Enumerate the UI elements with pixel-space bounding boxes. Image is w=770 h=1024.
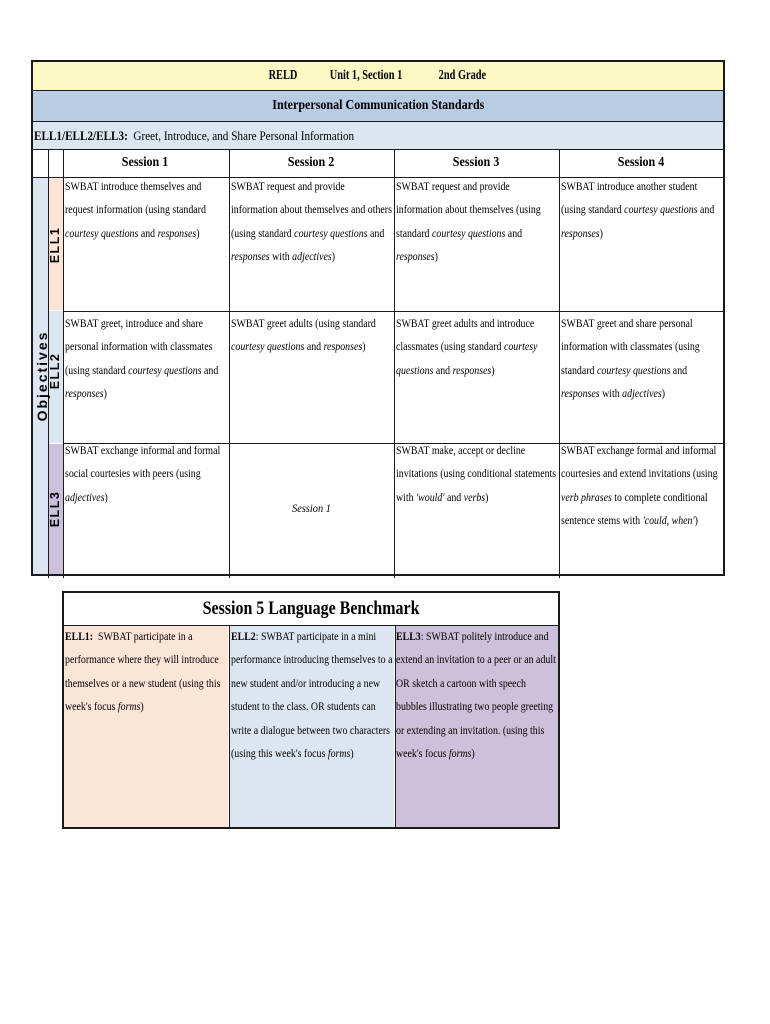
session-2-header: Session 2 — [288, 155, 335, 170]
session-1-header: Session 1 — [122, 155, 169, 170]
benchmark-title: Session 5 Language Benchmark — [202, 598, 420, 619]
ell-topic-label: ELL1/ELL2/ELL3: — [34, 128, 128, 143]
benchmark-ell2-label: ELL2 — [231, 631, 256, 643]
benchmark-ell1-cell — [65, 626, 227, 720]
ell2-session1-cell: SWBAT greet, introduce and share personal information with classmates (using standard courtesy questions and responses) — [65, 318, 219, 401]
benchmark-ell2-cell — [231, 626, 394, 766]
ell1-label: ELL1 — [48, 226, 62, 264]
benchmark-ell3-cell — [396, 626, 559, 766]
session-4-header: Session 4 — [618, 155, 665, 170]
benchmark-ell2-text: : SWBAT participate in a mini performance introducing themselves to a new student and/or introducing a new student to the class. OR students can write a dialogue between two characters (using this week's focus forms) — [231, 631, 393, 761]
ell1-session2-cell: SWBAT request and provide information about themselves and others (using standard courtesy questions and responses with adjectives) — [231, 181, 392, 264]
ell1-session1-cell: SWBAT introduce themselves and request information (using standard courtesy questions and responses) — [65, 181, 206, 240]
benchmark-ell1-text: SWBAT participate in a performance where they will introduce themselves or a new student (using this week's focus forms) — [65, 631, 221, 714]
ell3-session3-cell: SWBAT make, accept or decline invitations (using conditional statements with 'would' and verbs) — [396, 445, 557, 504]
benchmark-ell3-text: : SWBAT politely introduce and extend an invitation to a peer or an adult OR sketch a cartoon with speech bubbles illustrating two people greeting or extending an invitation. (using this week's focus forms) — [396, 631, 556, 761]
objectives-label: Objectives — [34, 330, 50, 422]
ell1-session4-cell: SWBAT introduce another student (using standard courtesy questions and responses) — [561, 181, 715, 240]
ell3-label: ELL3 — [48, 490, 62, 528]
ell-topic-line — [34, 123, 714, 148]
ell-topic-text: Greet, Introduce, and Share Personal Information — [133, 128, 355, 143]
ell3-session2-cell: Session 1 — [292, 501, 331, 515]
title-line — [31, 62, 725, 90]
grade-label: 2nd Grade — [438, 68, 487, 83]
page-subtitle: Interpersonal Communication Standards — [271, 98, 485, 113]
ell2-session4-cell: SWBAT greet and share personal information with classmates (using standard courtesy questions and responses with adjectives) — [561, 318, 700, 401]
ell2-session3-cell: SWBAT greet adults and introduce classmates (using standard courtesy questions and responses) — [396, 318, 538, 377]
session-3-header: Session 3 — [453, 155, 500, 170]
ell3-session4-cell: SWBAT exchange formal and informal courtesies and extend invitations (using verb phrases to complete conditional sentence stems with 'could, when') — [561, 445, 718, 528]
reld-label: RELD — [268, 68, 298, 83]
ell3-session1-cell: SWBAT exchange informal and formal social courtesies with peers (using adjectives) — [65, 445, 221, 504]
unit-label: Unit 1, Section 1 — [329, 68, 402, 83]
ell2-session2-cell: SWBAT greet adults (using standard courtesy questions and responses) — [231, 318, 376, 354]
benchmark-ell1-label: ELL1: — [65, 631, 94, 643]
ell1-session3-cell: SWBAT request and provide information about themselves (using standard courtesy questions and responses) — [396, 181, 541, 264]
ell2-label: ELL2 — [48, 352, 62, 390]
benchmark-ell3-label: ELL3 — [396, 631, 421, 643]
